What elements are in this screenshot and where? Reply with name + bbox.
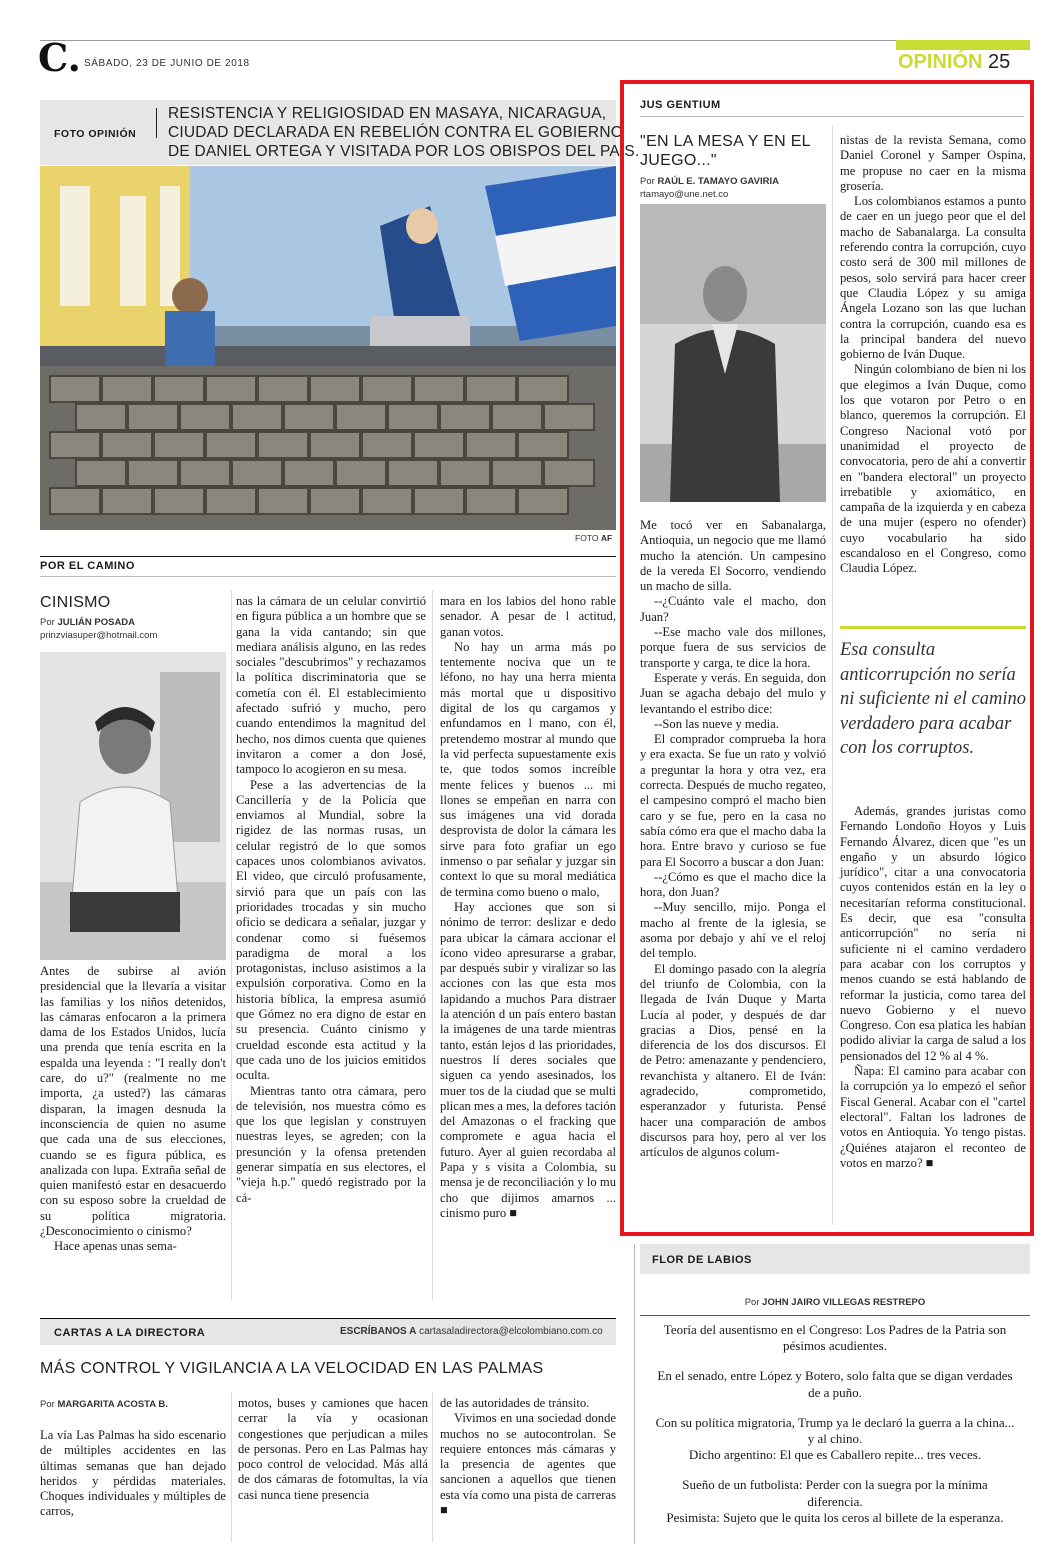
paragraph: Vivimos en una sociedad donde muchos no se autocontrolan. Se requiere entonces más cámaras y la presencia de agentes que sancionen a aquellos que tienen esta vía como una pista de carreras ■ bbox=[440, 1411, 616, 1518]
newspaper-logo bbox=[38, 35, 81, 80]
caption-divider bbox=[156, 108, 157, 138]
cartas-contact bbox=[340, 1326, 603, 1337]
byline-prefix: Por bbox=[40, 1399, 55, 1410]
jus-gentium-title bbox=[640, 132, 811, 170]
jus-gentium-label: JUS GENTIUM bbox=[640, 99, 721, 111]
caption-line-3: DE DANIEL ORTEGA Y VISITADA POR LOS OBISPOS DEL PAÍS. bbox=[168, 143, 640, 160]
section-accent-bar bbox=[896, 40, 1030, 50]
byline-author: MARGARITA ACOSTA B. bbox=[57, 1399, 168, 1410]
paragraph: El domingo pasado con la alegría del triunfo de Colombia, con la llegada de Iván Duque y Marta Lucía al poder, y después de dar gracias a Dios, pensé en la diferencia de los dos discursos. El de Petro: amenazante y pendenciero, revanchista y altanero. El de Iván: agradecido, comprometido, esperanzador y futurista. Pensé hacer una comparación de ambos discursos para hoy, pero al ver los artículos de algunos colum- bbox=[640, 961, 826, 1160]
byline-prefix: Por bbox=[40, 617, 55, 628]
quip: Dicho argentino: El que es Caballero repite... tres veces. bbox=[688, 1447, 982, 1463]
paragraph: Los colombianos estamos a punto de caer en un juego peor que el del macho de Sabanalarga. La consulta referendo contra la corrupción, cuyo costo será de 300 mil millones de pesos, solo servirá para hacer creer que Claudia López y su amiga Ángela Lozano son las que luchan contra la corrupción, cuando esa es la principal bandera del nuevo gobierno de Iván Duque. bbox=[840, 194, 1026, 362]
tamayo-email: rtamayo@une.net.co bbox=[640, 189, 729, 200]
paragraph: --Son las nueve y media. bbox=[654, 716, 779, 731]
paragraph: Esperate y verás. En seguida, don Juan se agacha debajo del mulo y levantando el estribo dice: bbox=[640, 670, 826, 716]
paragraph: La vía Las Palmas ha sido escenario de múltiples accidentes en las últimas semanas que han dejado heridos y pérdidas materiales. Choques individuales y múltiples de carros, bbox=[40, 1428, 226, 1519]
cinismo-column-1 bbox=[40, 964, 226, 1255]
quip: Con su política migratoria, Trump ya le declaró la guerra a la china... y al chino. bbox=[655, 1414, 1015, 1447]
cinismo-title: CINISMO bbox=[40, 594, 111, 611]
masaya-protest-photo bbox=[40, 166, 616, 530]
posada-email: prinzviasuper@hotmail.com bbox=[40, 630, 158, 641]
paragraph: --¿Cómo es que el macho dice la hora, don Juan? bbox=[640, 869, 826, 900]
paragraph: motos, buses y camiones que hacen cerrar la vía y ocasionan congestiones que perjudican a miles de personas. Pero en Las Palmas hay poco control de velocidad. Más allá de dos cámaras de fotomultas, la vía casi nunca tiene presencia bbox=[238, 1396, 428, 1502]
photo-credit bbox=[575, 533, 612, 543]
logo-text: C. bbox=[38, 35, 81, 80]
posada-byline bbox=[40, 617, 135, 628]
caption-line-2: CIUDAD DECLARADA EN REBELIÓN CONTRA EL GOBIERNO bbox=[168, 124, 623, 141]
cartas-column-1 bbox=[40, 1428, 226, 1520]
section-header bbox=[898, 50, 1010, 74]
section-name: OPINIÓN bbox=[898, 51, 983, 73]
pullquote: Esa consulta anticorrupción no sería ni suficiente ni el camino verdadero para acabar con los corruptos. bbox=[840, 640, 1026, 758]
tamayo-byline bbox=[640, 176, 779, 187]
paragraph: mara en los labios del hono rable senador. A pesar de l actitud, ganan votos. bbox=[440, 594, 616, 639]
paragraph: --Muy sencillo, mijo. Ponga el macho al frente de la iglesia, se asoma por debajo y ahí ve el reloj del templo. bbox=[640, 900, 826, 961]
flor-de-labios-items bbox=[640, 1322, 1030, 1526]
flor-de-labios-label: FLOR DE LABIOS bbox=[652, 1254, 752, 1266]
title-line-2: JUEGO..." bbox=[640, 152, 717, 169]
byline-author: JULIÁN POSADA bbox=[57, 617, 136, 628]
cartas-column-3 bbox=[440, 1396, 616, 1518]
paragraph: Además, grandes juristas como Fernando Londoño Hoyos y Luis Fernando Álvarez, dicen que "es un engaño y un absurdo lógico jurídico", citar a una convocatoria cuyos contenidos están en la ley o necesitarían reforma constitucional. Es decir, que esa "consulta anticorrupción" no sería ni suficiente ni el camino verdadero para acabar con los corruptos y menos cuando se está hablando de reformar la justicia, como tarea del nuevo Gobierno y el nuevo Congreso. Con esa platica les habían podido aliviar la carga de salud a los pensionados del 12 % al 4 %. bbox=[840, 804, 1026, 1063]
paragraph: El comprador comprueba la hora y era exacta. Se fue un rato y volvió a preguntar la hora y otra vez, era correcta. Después de mucho regateo, el campesino compró el macho bien caro y se fue, pero en la casa no sabía cómo era que el macho daba la hora. Entre bravo y curioso se fue para El Socorro a buscar a don Juan: bbox=[640, 732, 826, 869]
paragraph: --Ese macho vale dos millones, porque fuera de sus servicios de transporte y carga, te dice la hora. bbox=[640, 625, 826, 670]
caption-line-1: RESISTENCIA Y RELIGIOSIDAD EN MASAYA, NICARAGUA, bbox=[168, 105, 607, 122]
paragraph: Ñapa: El camino para acabar con la corrupción ya lo empezó el señor Fiscal General. Acabar con el "cartel electoral". Faltan los ladrones de votos en Antioquia. Yo tengo pistas. ¿Quiénes atajaron el reconteo de votos en marzo? ■ bbox=[840, 1064, 1026, 1170]
byline-author: RAÚL E. TAMAYO GAVIRIA bbox=[657, 176, 780, 187]
paragraph: Pese a las advertencias de la Cancillería y de la Policía que enviamos al Mundial, sobre la rigidez de las normas rusas, un celular registró de lo que somos capaces unos colombianos avivatos. El video, que circuló profusamente, sirvió para que un país con las prioridades trocadas y sin mucho oficio se dedicara a señalar, juzgar y condenar como si fuésemos paradigma de moral a los protagonistas, incluso asistimos a la expulsión corporativa. Como en la historia bíblica, la empresa asumió que Gómez no era digno de estar en su presencia. Cuánto cinismo y crueldad esconde esta actitud y la que cada uno de los juicios emitidos oculta. bbox=[236, 777, 426, 1083]
cinismo-column-3 bbox=[440, 594, 616, 1294]
acosta-byline bbox=[40, 1399, 168, 1410]
photo-credit-agency: AF bbox=[600, 533, 613, 543]
section-rule bbox=[40, 556, 616, 557]
quip: En el senado, entre López y Botero, solo falta que se digan verdades de a puño. bbox=[657, 1368, 1013, 1400]
author-portrait-illustration bbox=[640, 204, 826, 502]
villegas-byline bbox=[640, 1297, 1030, 1308]
title-line-1: "EN LA MESA Y EN EL bbox=[640, 133, 811, 150]
write-email: cartasaladirectora@elcolombiano.com.co bbox=[419, 1326, 603, 1337]
quip: Sueño de un futbolista: Perder con la suegra por la mínima diferencia. bbox=[682, 1477, 988, 1509]
protest-scene-illustration bbox=[40, 166, 616, 530]
paragraph: Ningún colombiano de bien ni los que elegimos a Iván Duque, como los que votaron por Petro o en blanco, queremos la corrupción. El Congreso Nacional votó por unanimidad el proyecto de convocatoria, pero de ahí a convertir en "bandera electoral" un proyecto irrebatible y axiomático, en campaña de la izquierda y en cabeza de una mujer (espero no ofender) cuyo vocabulario ha sido escandaloso en el Congreso, como Claudia López. bbox=[840, 362, 1026, 576]
paragraph: No hay un arma más po tentemente nociva que un te léfono, no hay una herra mienta más mortal que u dispositivo digital de los qu cargamos y enfundamos en l mano, con él, pretendemo mostrar al mundo que la vid perfecta supuestamente exis te, que todos somos increíble mente felices y buenos ... mi llones se empeñan en narra con sus imágenes una vid dorada desprovista de dolor la cámara les sirve para foto grafiar un ego inmenso o par señalar y juzgar sin context lo que su moral mediática de termina como bueno o malo, bbox=[440, 639, 616, 899]
paragraph: de las autoridades de tránsito. bbox=[440, 1396, 590, 1410]
byline-prefix: Por bbox=[744, 1297, 760, 1308]
jus-gentium-column-2-bottom bbox=[840, 804, 1026, 1171]
raul-tamayo-portrait bbox=[640, 204, 826, 502]
cartas-label: CARTAS A LA DIRECTORA bbox=[54, 1327, 206, 1339]
paragraph: Mientras tanto otra cámara, pero de televisión, nos muestra cómo es que los que legislan y construyen nuestras leyes, se agreden; con la presunción y la ofensa pretenden generar simpatía en sus electores, el "vieja h.p." quedó registrado por la cá- bbox=[236, 1083, 426, 1205]
issue-date: SÁBADO, 23 DE JUNIO DE 2018 bbox=[84, 58, 250, 69]
photo-credit-prefix: FOTO bbox=[575, 533, 599, 543]
quip: Teoría del ausentismo en el Congreso: Los Padres de la Patria son pésimos acudientes. bbox=[663, 1322, 1007, 1354]
por-el-camino-label: POR EL CAMINO bbox=[40, 560, 135, 572]
jus-gentium-column-1 bbox=[640, 518, 826, 1160]
paragraph: Hace apenas unas sema- bbox=[54, 1239, 177, 1254]
paragraph: --¿Cuánto vale el macho, don Juan? bbox=[640, 594, 826, 624]
cartas-title: MÁS CONTROL Y VIGILANCIA A LA VELOCIDAD EN LAS PALMAS bbox=[40, 1360, 544, 1377]
byline-prefix: Por bbox=[640, 176, 655, 187]
paragraph: nas la cámara de un celular convirtió en figura pública a un hombre que se gana la vida cantando; sin que mediara análisis alguno, en las redes sociales "descubrimos" y rechazamos la política discriminatoria que se cometía con él. El establecimiento afectado sufrió y mucho, pero cuando entendimos la magnitud del hecho, nos dimos cuenta que quienes invitaron a comer a don José, tampoco lo acogieron en su mesa. bbox=[236, 594, 426, 777]
foto-opinion-caption bbox=[168, 104, 639, 161]
paragraph: Me tocó ver en Sabanalarga, Antioquia, un negocio que me llamó mucho la atención. Un campesino de la vereda El Socorro, vendiendo un macho de silla. bbox=[640, 518, 826, 594]
pullquote-rule bbox=[840, 626, 1026, 629]
write-label: ESCRÍBANOS A bbox=[340, 1326, 417, 1337]
cinismo-column-2 bbox=[236, 594, 426, 1206]
paragraph: Hay acciones que son si nónimo de terror: deslizar e dedo para ubicar la cámara accionar el ícono video apresurarse a grabar, par después subir y viralizar so las acciones con las que esta mos lapidando a muchos Para distraer la atención d un país entero bastan la imágenes de una tarde mientras tanto, están lejos d las prioridades, nuestros lí deres sociales que siguen ca yendo asesinados, los muer tos de la ciudad que se multi plican mes a mes, la defores tación del Amazonas o el fracking que compromete e agua hacia el futuro. Ayer al guien recordaba al Papa y s visita a Colombia, su mensa je de reconciliación y lo mu cho que dijimos amarnos ... cinismo puro ■ bbox=[440, 899, 616, 1220]
jus-gentium-column-2-top bbox=[840, 133, 1026, 577]
byline-author: JOHN JAIRO VILLEGAS RESTREPO bbox=[762, 1297, 926, 1308]
julian-posada-portrait bbox=[40, 652, 226, 960]
foto-opinion-label: FOTO OPINIÓN bbox=[54, 128, 137, 140]
paragraph: Antes de subirse al avión presidencial que la llevaría a visitar las familias y los niños detenidos, las cámaras enfocaron a la primera dama de los Estados Unidos, lucía una prenda que tenía escrita en la espalda una leyenda : "I really don't care, do u?" (realmente no me importa, ¿a usted?) las cámaras disparan, la imagen desnuda la inconsciencia de quien no asume que cada una de sus elecciones, cuando se es figura pública, es analizada con lupa. Extraña señal de quien manifestó estar en desacuerdo con su esposo sobre la crueldad de su política migratoria. ¿Desconocimiento o cinismo? bbox=[40, 964, 226, 1239]
quip: Pesimista: Sujeto que le quita los ceros al billete de la esperanza. bbox=[666, 1509, 1004, 1525]
paragraph: nistas de la revista Semana, como Daniel Coronel y Samper Ospina, me propuse no caer en la misma grosería. bbox=[840, 133, 1026, 193]
page-number: 25 bbox=[988, 51, 1011, 73]
author-portrait-illustration bbox=[40, 652, 226, 960]
cartas-column-2 bbox=[238, 1396, 428, 1503]
